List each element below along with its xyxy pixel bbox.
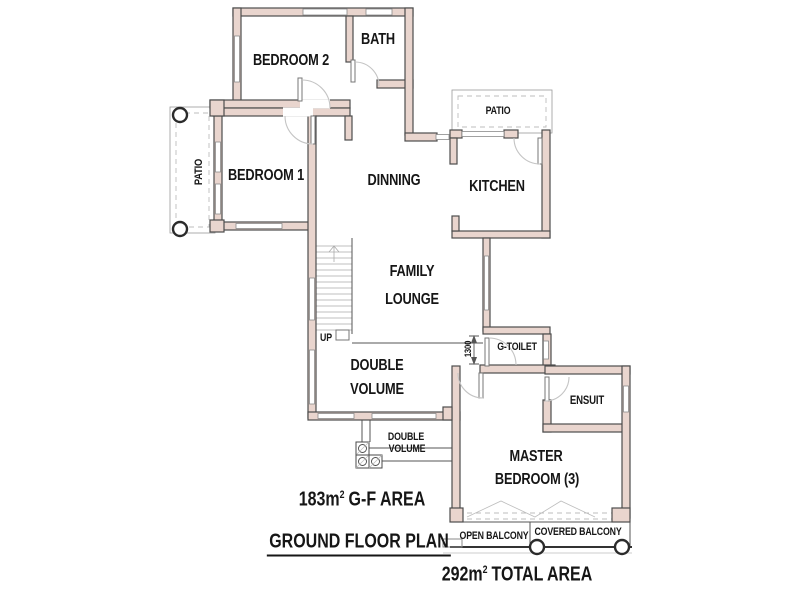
room-label-kitchen: KITCHEN <box>469 178 525 195</box>
windows <box>216 9 629 419</box>
room-label-master-line2: BEDROOM (3) <box>494 471 580 488</box>
room-label-g-toilet: G-TOILET <box>497 341 537 353</box>
room-label-bedroom1: BEDROOM 1 <box>227 167 305 184</box>
gf-area-value: 183m <box>298 488 340 511</box>
room-label-bath: BATH <box>361 31 395 48</box>
gf-area-suffix: G-F AREA <box>348 488 426 511</box>
stairs-up-arrow <box>329 246 339 262</box>
room-label-master-line1: MASTER <box>509 448 563 465</box>
room-label-bedroom2: BEDROOM 2 <box>252 52 330 69</box>
room-label-family-lounge-line1: FAMILY <box>389 263 435 280</box>
total-area-label <box>442 564 593 587</box>
room-label-family-lounge-line2: LOUNGE <box>385 291 439 308</box>
room-label-double-volume-line2: VOLUME <box>350 381 404 398</box>
total-area-value: 292m <box>441 563 483 586</box>
folding-door-symbol <box>467 501 595 517</box>
room-label-patio-top: PATIO <box>485 105 511 117</box>
plan-title-text: GROUND FLOOR PLAN <box>267 531 451 557</box>
total-area-sup: 2 <box>482 563 488 576</box>
room-label-double-volume-small-line1: DOUBLE <box>387 431 425 443</box>
dimension-1300-label: 1300 <box>463 340 473 358</box>
room-label-ensuit: ENSUIT <box>569 393 605 407</box>
room-label-covered-balcony: COVERED BALCONY <box>534 526 622 538</box>
room-label-double-volume-line1: DOUBLE <box>350 357 404 374</box>
stairs-up-label: UP <box>320 332 332 344</box>
gf-area-label <box>299 489 426 512</box>
room-label-open-balcony: OPEN BALCONY <box>459 530 529 542</box>
room-label-patio-left: PATIO <box>193 158 205 186</box>
gf-area-sup: 2 <box>339 488 345 501</box>
room-label-dinning: DINNING <box>367 172 421 189</box>
plan-title <box>267 531 451 554</box>
staircase <box>316 238 352 334</box>
room-label-double-volume-small-line2: VOLUME <box>388 443 426 455</box>
total-area-suffix: TOTAL AREA <box>491 563 593 586</box>
